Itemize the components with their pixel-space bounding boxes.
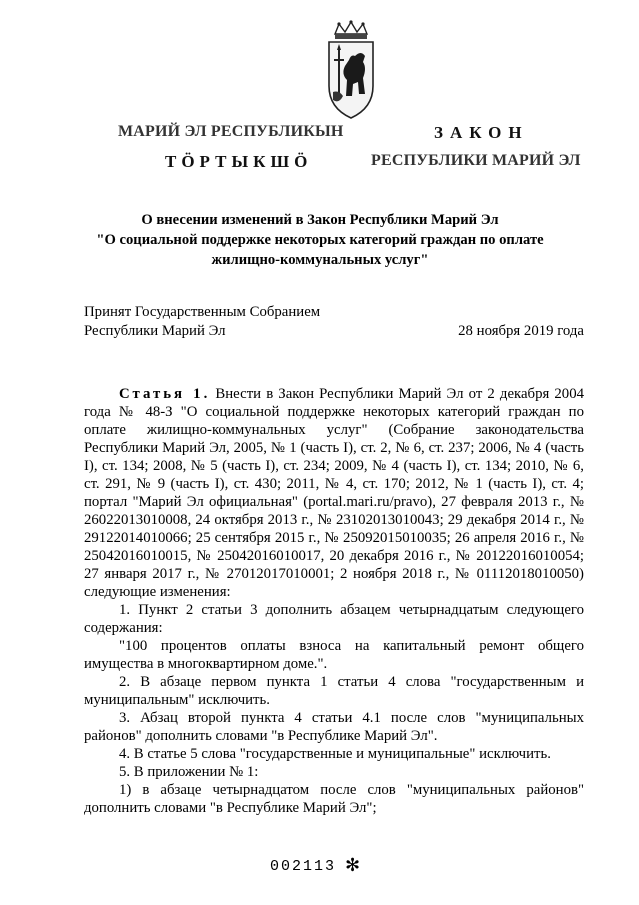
title-line3: жилищно-коммунальных услуг" bbox=[211, 252, 429, 268]
adoption-block bbox=[84, 303, 320, 341]
item-1-quote: "100 процентов оплаты взноса на капитальный ремонт общего имущества в многоквартирном доме.". bbox=[84, 638, 584, 672]
adoption-date: 28 ноября 2019 года bbox=[458, 323, 584, 339]
item-2: 2. В абзаце первом пункта 1 статьи 4 слова "государственным и муниципальным" исключить. bbox=[84, 674, 584, 708]
item-5: 5. В приложении № 1: bbox=[119, 764, 259, 780]
title-line1: О внесении изменений в Закон Республики Марий Эл bbox=[141, 212, 499, 228]
document-number: 002113 bbox=[270, 858, 337, 875]
law-title bbox=[60, 210, 580, 270]
item-3: 3. Абзац второй пункта 4 статьи 4.1 после слов "муниципальных районов" дополнить словами "в Республике Марий Эл". bbox=[84, 710, 584, 744]
item-4: 4. В статье 5 слова "государственные и муниципальные" исключить. bbox=[119, 746, 551, 762]
header-right-line2: РЕСПУБЛИКИ МАРИЙ ЭЛ bbox=[371, 152, 581, 169]
asterisk-mark-icon: ✻ bbox=[345, 855, 361, 876]
header-right-line1: ЗАКОН bbox=[434, 123, 529, 142]
article-1-intro-text: Внести в Закон Республики Марий Эл от 2 декабря 2004 года № 48-З "О социальной поддержке некоторых категорий граждан по оплате жилищно-коммунальных услуг" (Собрание законодательства Республики Марий Эл, 2005, № 1 (часть I), ст. 2, № 6, ст. 237; 2006, № 4 (часть I), ст. 134; 2008, № 5 (часть I), ст. 234; 2009, № 4 (часть I), ст. 134; 2010, № 6, ст. 291, № 9 (часть I), ст. 430; 2011, № 4, ст. 170; 2012, № 1 (часть I), ст. 4; портал "Марий Эл официальная" (portal.mari.ru/pravo), 27 февраля 2013 г., № 26022013010008, 24 октября 2013 г., № 23102013010043; 29 декабря 2014 г., № 29122014010066; 25 сентября 2015 г., № 25092015010035; 26 апреля 2016 г., № 25042016010015, № 25042016010017, 20 декабря 2016 г., № 20122016010054; 27 января 2017 г., № 27012017010001; 2 ноября 2018 г., № 01112018010050) следующие изменения: bbox=[84, 386, 585, 600]
coat-of-arms-icon bbox=[325, 20, 377, 124]
article-1-intro bbox=[84, 385, 584, 601]
header-left-line1: МАРИЙ ЭЛ РЕСПУБЛИКЫН bbox=[118, 123, 344, 140]
title-line2: "О социальной поддержке некоторых категорий граждан по оплате bbox=[96, 232, 544, 248]
item-5-1: 1) в абзаце четырнадцатом после слов "муниципальных районов" дополнить словами "в Республике Марий Эл"; bbox=[84, 782, 584, 816]
header-left-line2: ТӦРТЫКШӦ bbox=[165, 152, 313, 171]
adoption-line1: Принят Государственным Собранием bbox=[84, 304, 321, 320]
item-1: 1. Пункт 2 статьи 3 дополнить абзацем четырнадцатым следующего содержания: bbox=[84, 602, 584, 636]
adoption-line2: Республики Марий Эл bbox=[84, 323, 226, 339]
article-1 bbox=[84, 385, 584, 817]
article-label: Статья 1. bbox=[119, 386, 211, 402]
